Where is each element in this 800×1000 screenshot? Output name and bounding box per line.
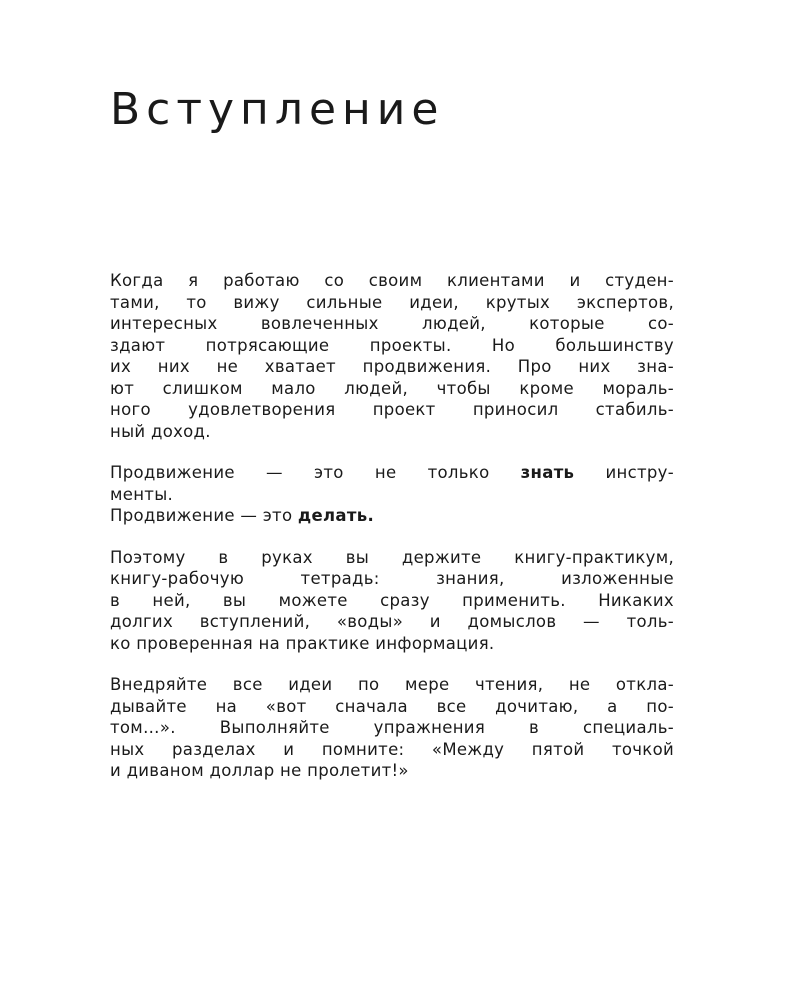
body-text (110, 270, 674, 802)
text-line: и диваном доллар не пролетит!» (110, 761, 409, 780)
text-line: ют слишком мало людей, чтобы кроме мораль- (110, 378, 674, 398)
text-line: долгих вступлений, «воды» и домыслов — толь- (110, 612, 674, 631)
text-line: ного удовлетворения проект приносил стабиль- (110, 400, 674, 419)
text-line: дывайте на «вот сначала все дочитаю, а по- (110, 696, 674, 716)
text-line: ный доход. (110, 421, 211, 441)
text-segment: Продвижение — это не только (110, 463, 521, 482)
emphasis-do: делать. (297, 506, 375, 525)
page-title: Вступление (110, 84, 445, 135)
paragraph-3 (110, 547, 674, 655)
text-line: Поэтому в руках вы держите книгу-практикум, (110, 547, 674, 567)
paragraph-4 (110, 674, 674, 782)
text-line: в ней, вы можете сразу применить. Никаких (110, 590, 674, 610)
paragraph-1 (110, 270, 674, 442)
text-line: Когда я работаю со своим клиентами и студен- (110, 271, 674, 290)
text-line: ко проверенная на практике информация. (110, 633, 495, 653)
text-line: здают потрясающие проекты. Но большинству (110, 335, 674, 355)
text-line: их них не хватает продвижения. Про них зна- (110, 357, 674, 376)
text-line: том…». Выполняйте упражнения в специаль- (110, 718, 674, 737)
text-line: ных разделах и помните: «Между пятой точкой (110, 739, 674, 759)
paragraph-2 (110, 462, 674, 527)
text-line (110, 462, 674, 484)
text-line: интересных вовлеченных людей, которые со- (110, 314, 674, 333)
emphasis-know: знать (520, 463, 575, 482)
text-line: Внедряйте все идеи по мере чтения, не откла- (110, 675, 674, 694)
text-segment: инстру- (574, 463, 674, 482)
text-line: менты. (110, 484, 174, 504)
text-line: тами, то вижу сильные идеи, крутых экспертов, (110, 292, 674, 312)
text-line (110, 505, 674, 527)
text-line: книгу-рабочую тетрадь: знания, изложенные (110, 569, 674, 588)
text-segment: Продвижение — это (110, 506, 298, 525)
